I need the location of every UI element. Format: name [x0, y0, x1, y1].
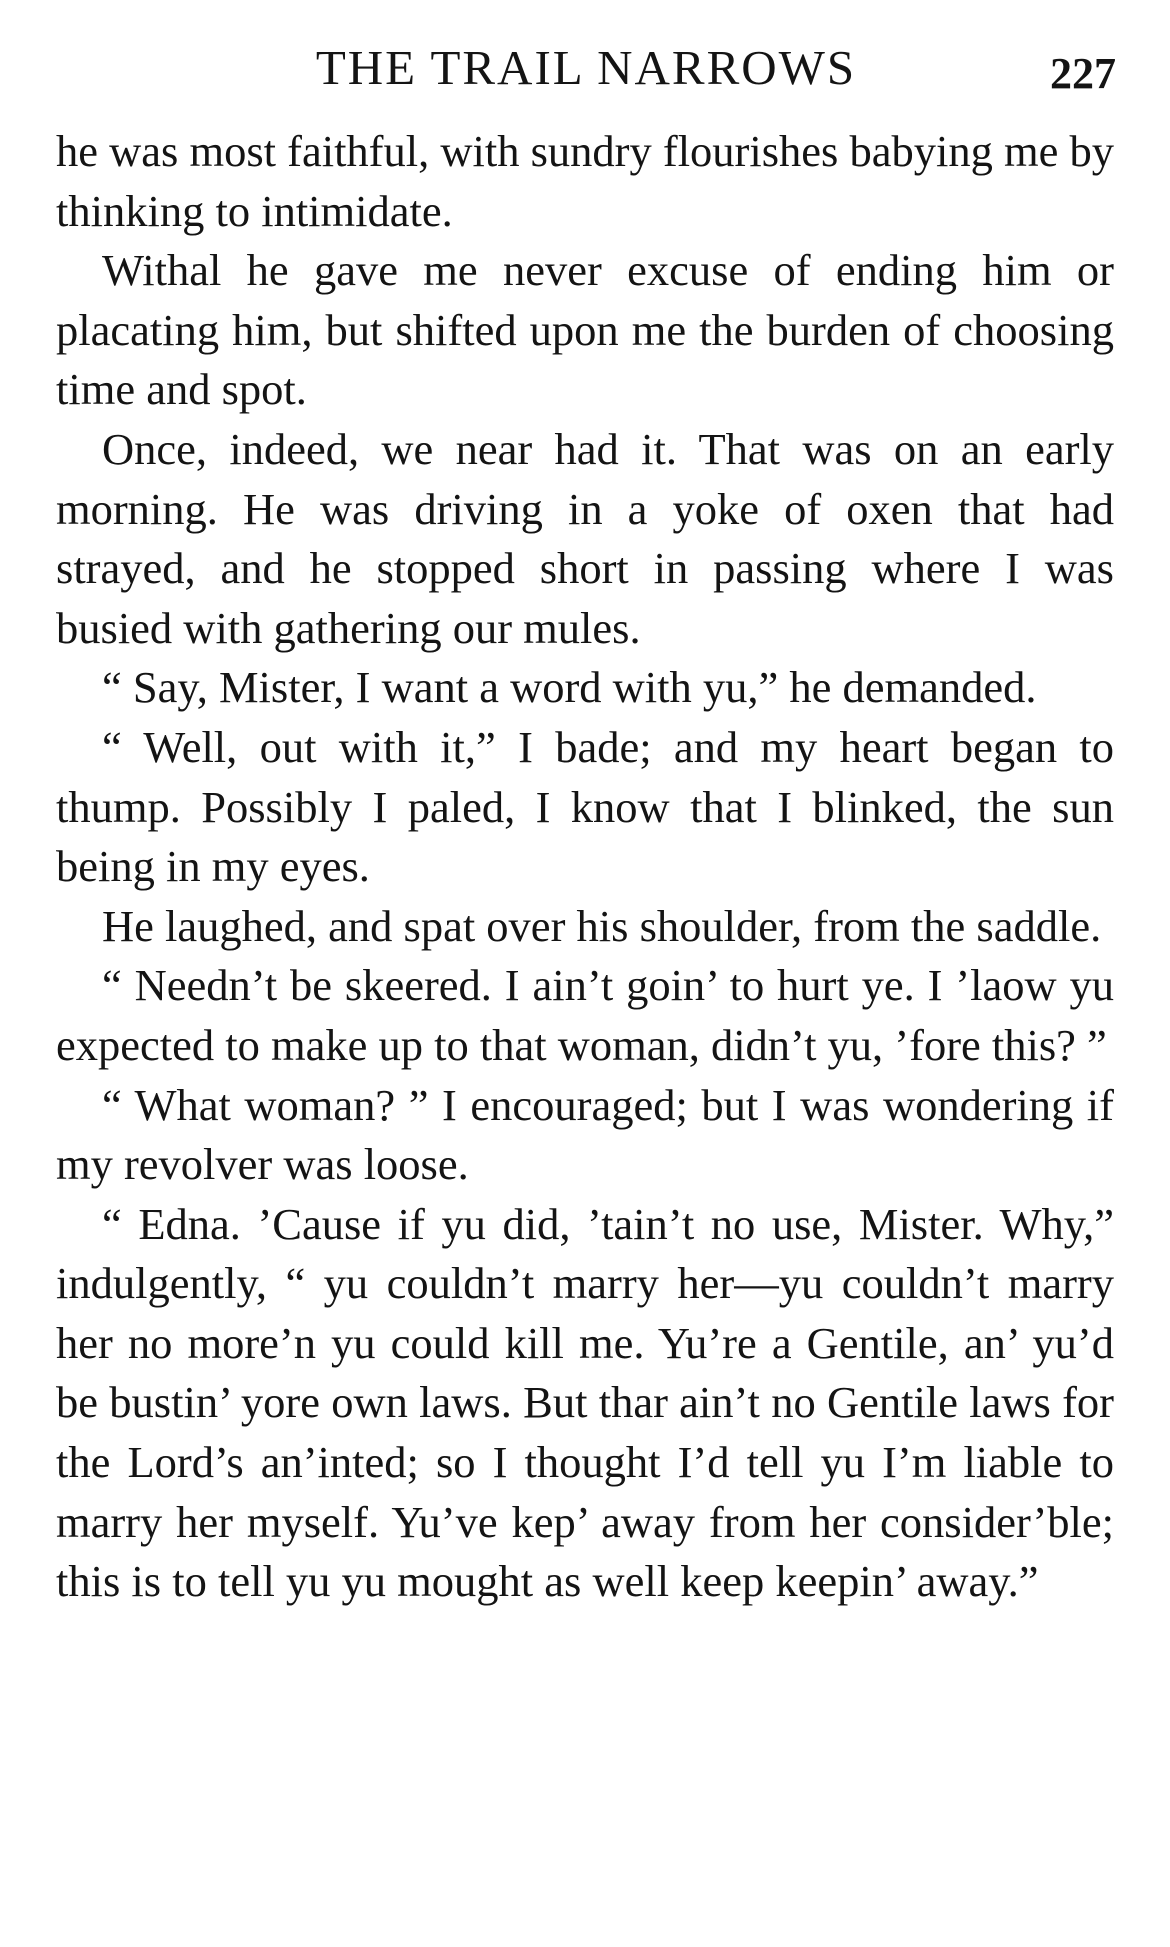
paragraph-continued: he was most faithful, with sundry flourishes babying me by thinking to intimidate. — [56, 126, 1114, 236]
dialogue-paragraph: “ What woman? ” I encouraged; but I was wondering if my revolver was loose. — [56, 1079, 1114, 1190]
dialogue-paragraph: “ Edna. ’Cause if yu did, ’tain’t no use, Mister. Why,” indulgently, “ yu couldn’t marry her—yu couldn’t marry her no more’n yu could kill me. Yu’re a Gentile, an’ yu’d be bustin’ yore own laws. But thar ain’t no Gentile laws for the Lord’s an’inted; so I thought I’d tell yu I’m liable to marry her myself. Yu’ve kep’ away from her consider’ble; this is to tell yu yu mought as well keep keepin’ away.” — [56, 1198, 1114, 1607]
body-text — [56, 122, 1114, 1612]
dialogue-paragraph: “ Needn’t be skeered. I ain’t goin’ to hurt ye. I ’laow yu expected to make up to that woman, didn’t yu, ’fore this? ” — [56, 960, 1114, 1070]
dialogue-paragraph: “ Say, Mister, I want a word with yu,” he demanded. — [102, 662, 1037, 713]
running-title: THE TRAIL NARROWS — [315, 40, 857, 95]
paragraph: Withal he gave me never excuse of ending him or placating him, but shifted upon me the burden of choosing time and spot. — [56, 245, 1114, 415]
paragraph: He laughed, and spat over his shoulder, from the saddle. — [102, 900, 1102, 951]
page-number: 227 — [1050, 49, 1116, 98]
paragraph: Once, indeed, we near had it. That was on an early morning. He was driving in a yoke of oxen that had strayed, and he stopped short in passing where I was busied with gathering our mules. — [56, 423, 1114, 653]
dialogue-paragraph: “ Well, out with it,” I bade; and my heart began to thump. Possibly I paled, I know that I blinked, the sun being in my eyes. — [56, 721, 1114, 892]
running-head — [56, 38, 1116, 98]
